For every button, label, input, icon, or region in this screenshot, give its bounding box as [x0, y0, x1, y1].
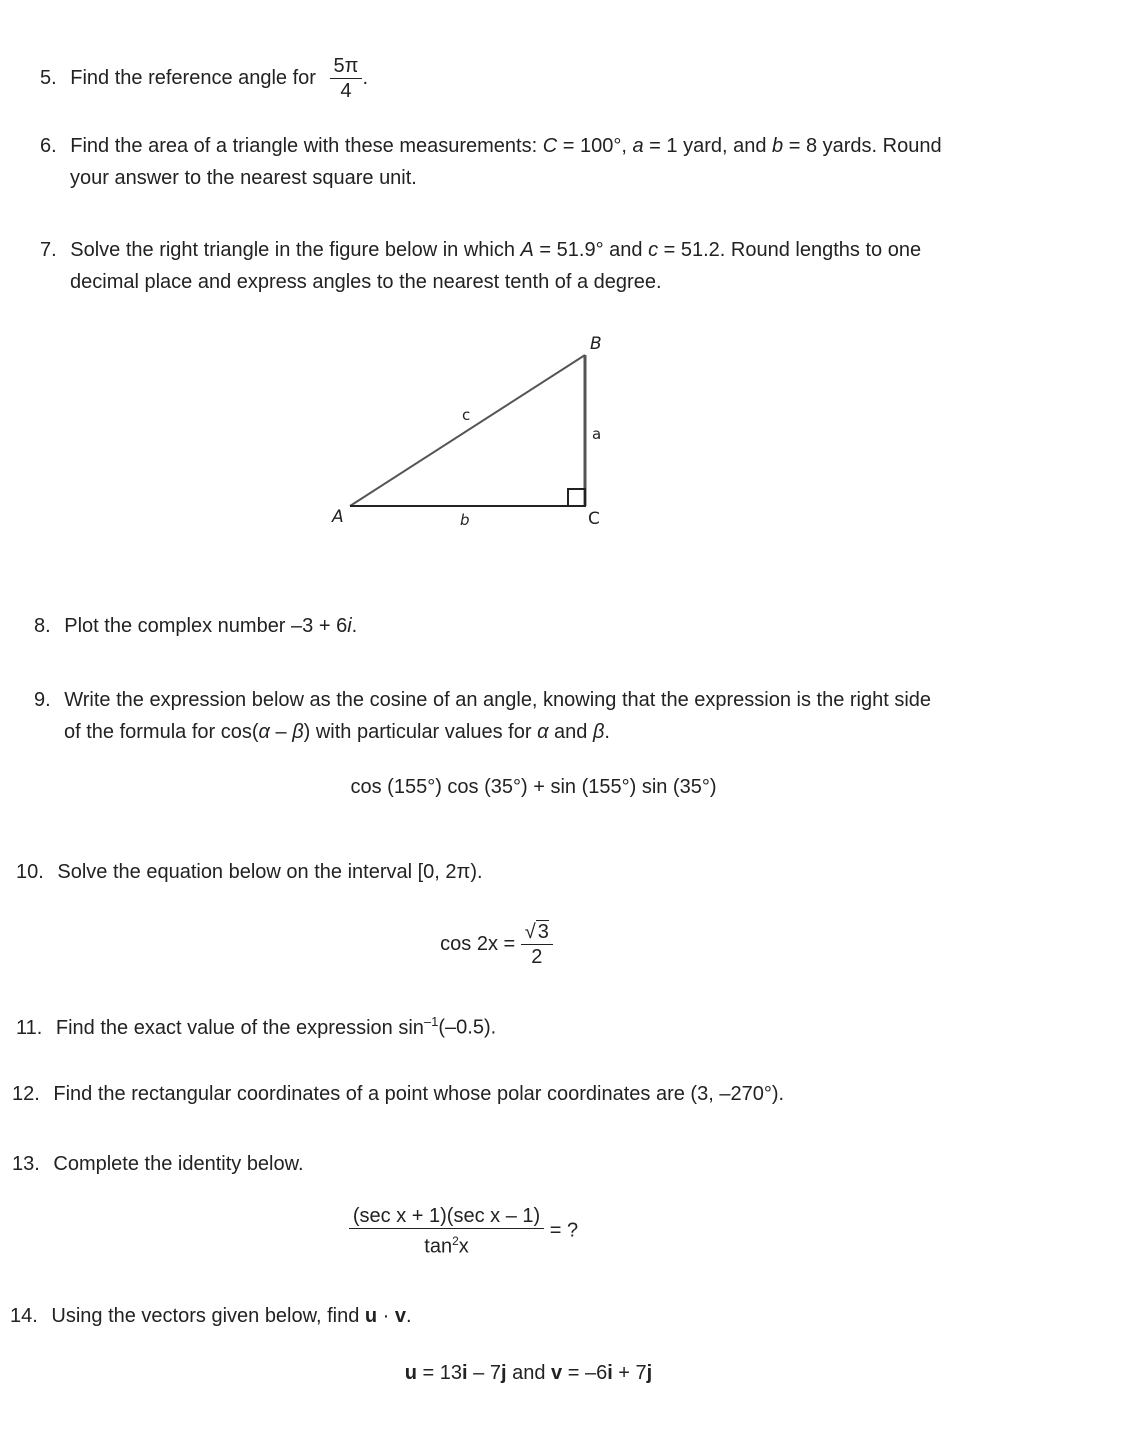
text-fragment: – 7 [467, 1362, 501, 1384]
question-text: Plot the complex number –3 + 6 [64, 615, 348, 637]
question-text: Using the vectors given below, find [51, 1305, 360, 1327]
value-a: = 1 yard, and [649, 135, 767, 157]
side-b-label: b [460, 511, 470, 529]
beta-symbol: β [292, 721, 304, 743]
imaginary-unit: i [347, 615, 352, 637]
beta-symbol: β [592, 721, 605, 743]
unit-i: i [607, 1362, 613, 1384]
question-9 [34, 684, 931, 716]
question-number: 7. [40, 239, 57, 261]
variable-A: A [520, 239, 534, 261]
unit-j: j [646, 1362, 653, 1384]
value-C: = 100°, [562, 135, 627, 157]
question-number: 14. [10, 1305, 38, 1327]
fraction-numerator: (sec x + 1)(sec x – 1) [349, 1204, 544, 1229]
question-11 [16, 1006, 496, 1044]
question-7-line-2: decimal place and express angles to the nearest tenth of a degree. [70, 271, 662, 293]
text-fragment: and [554, 721, 588, 743]
question-text: Find the exact value of the expression sin [55, 1016, 424, 1039]
question-7 [40, 234, 921, 266]
dot-operator: · [377, 1305, 395, 1327]
question-number: 13. [12, 1153, 40, 1175]
question-10-equation [0, 920, 1060, 969]
alpha-symbol: α [537, 721, 549, 743]
vector-u: u [364, 1305, 378, 1327]
unit-j: j [500, 1362, 507, 1384]
fraction-numerator: √ 3 [521, 920, 553, 945]
text-fragment: of the formula for cos( [64, 721, 259, 743]
value-c: = 51.2. Round lengths to one [663, 239, 922, 261]
period: . [406, 1305, 412, 1327]
period: . [351, 615, 358, 637]
vertex-C-label: C [588, 509, 600, 529]
fraction [349, 1204, 544, 1259]
fraction-numerator: 5π [330, 54, 363, 79]
question-number: 5. [40, 66, 57, 89]
equation-rhs: = ? [549, 1219, 579, 1242]
question-9-expression: cos (155°) cos (35°) + sin (155°) sin (35°) [350, 776, 717, 798]
question-text: Find the rectangular coordinates of a point whose polar coordinates are (3, –270°). [53, 1083, 785, 1105]
question-5 [40, 54, 368, 103]
question-text: Find the area of a triangle with these measurements: [70, 135, 538, 157]
minus-sign: – [269, 721, 293, 743]
question-text: Write the expression below as the cosine of an angle, knowing that the expression is the right side [64, 689, 932, 711]
variable-x: x [458, 1235, 469, 1258]
vector-u: u [404, 1362, 417, 1384]
right-triangle-figure [320, 325, 630, 540]
period: . [362, 66, 368, 89]
variable-C: C [542, 135, 558, 157]
question-number: 10. [16, 861, 44, 883]
unit-i: i [462, 1362, 468, 1384]
fraction-denominator: 2 [531, 946, 543, 968]
question-14-vectors [0, 1362, 1092, 1385]
text-fragment: + 7 [612, 1362, 647, 1384]
variable-a: a [632, 135, 644, 157]
variable-c: c [648, 239, 659, 261]
text-fragment: = 13 [422, 1362, 463, 1384]
superscript: 2 [452, 1234, 459, 1248]
question-12 [12, 1078, 784, 1110]
question-text: Complete the identity below. [53, 1153, 304, 1175]
question-6 [40, 130, 942, 162]
right-angle-marker [568, 489, 585, 506]
argument: (–0.5). [438, 1016, 497, 1039]
question-number: 9. [34, 689, 51, 711]
fraction-denominator: 4 [340, 80, 352, 102]
fraction [521, 920, 553, 969]
alpha-symbol: α [258, 721, 270, 743]
value-A: = 51.9° and [539, 239, 643, 261]
question-number: 11. [16, 1016, 43, 1039]
vertex-B-label: B [590, 334, 602, 354]
superscript: –1 [423, 1014, 439, 1029]
vertex-A-label: A [332, 507, 344, 527]
question-text: Solve the equation below on the interval [0, 2π). [57, 861, 483, 883]
question-9-line-2: of the formula for cos(α – β) with particular values for α and β. [64, 721, 610, 743]
vector-v: v [551, 1362, 563, 1384]
tan-text: tan [424, 1235, 453, 1258]
value-b: = 8 yards. Round [788, 135, 942, 157]
text-fragment: = –6 [567, 1362, 608, 1384]
text-fragment: and [512, 1362, 546, 1384]
question-text: Solve the right triangle in the figure below in which [70, 239, 515, 261]
side-c-line [350, 355, 585, 506]
question-number: 12. [12, 1083, 40, 1105]
sqrt-radicand: 3 [537, 921, 549, 943]
question-8 [34, 610, 357, 642]
variable-b: b [772, 135, 784, 157]
question-13-identity [0, 1204, 1027, 1259]
text-fragment: ) with particular values for [303, 721, 532, 743]
vector-v: v [394, 1305, 407, 1327]
question-13 [12, 1148, 304, 1180]
side-a-label: a [592, 425, 602, 443]
fraction-denominator [420, 1229, 473, 1259]
question-6-line-2: your answer to the nearest square unit. [70, 167, 417, 189]
question-number: 6. [40, 135, 57, 157]
question-14 [10, 1300, 412, 1332]
question-text: Find the reference angle for [70, 66, 316, 89]
question-10 [16, 856, 483, 888]
question-number: 8. [34, 615, 51, 637]
side-c-label: c [462, 406, 471, 424]
equation-lhs: cos 2x = [440, 932, 516, 955]
fraction [330, 54, 363, 103]
